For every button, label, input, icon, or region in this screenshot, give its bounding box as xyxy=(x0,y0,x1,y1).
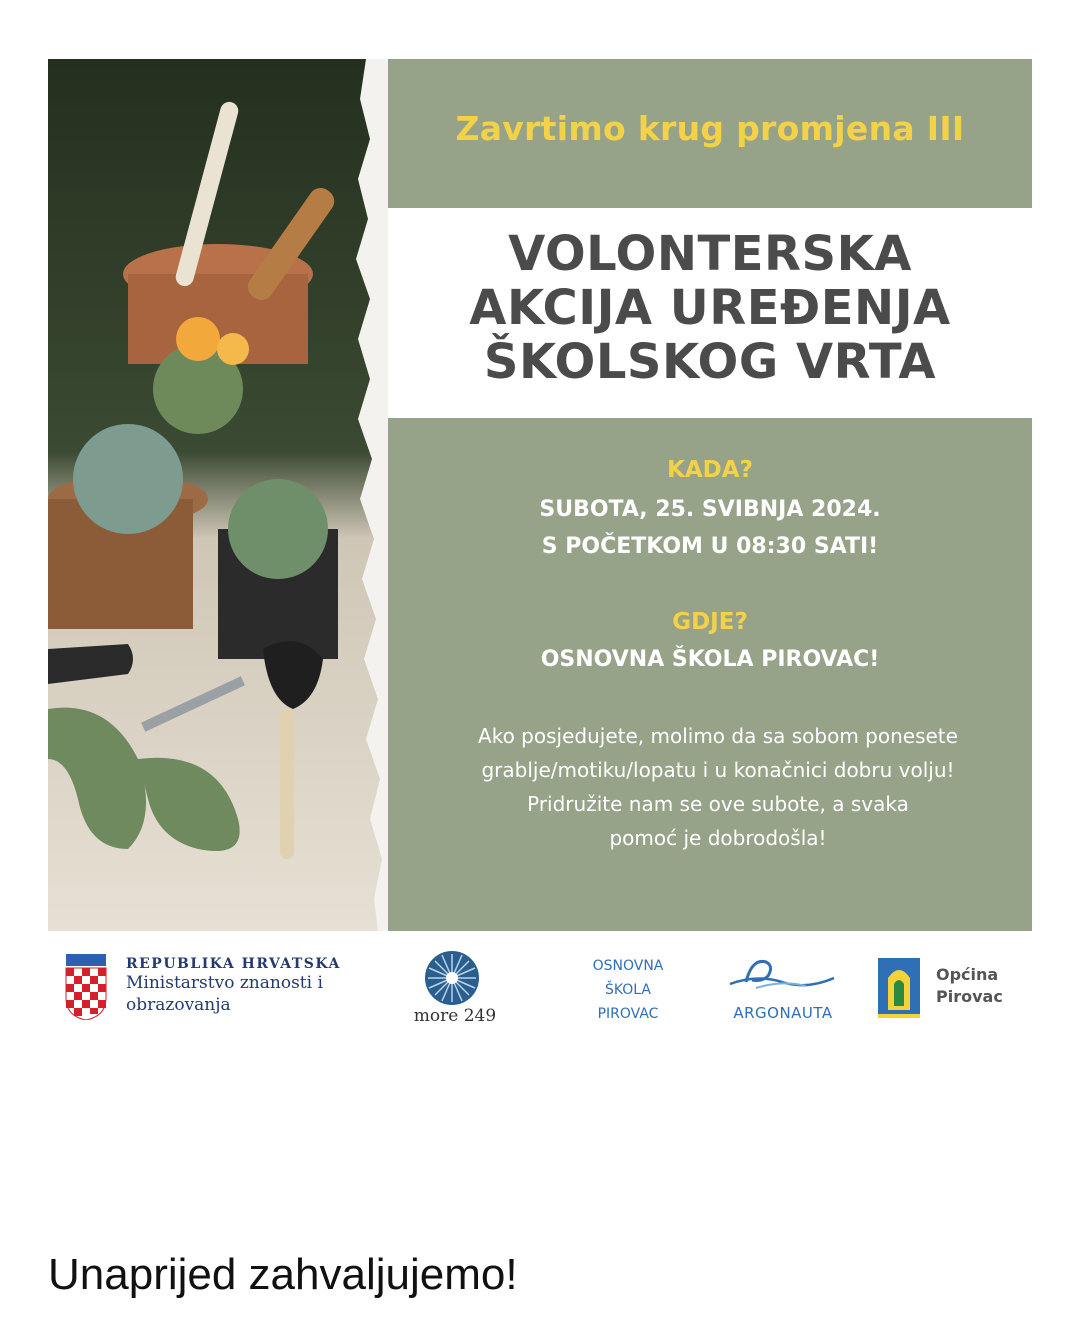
sponsor-logos xyxy=(48,950,1032,1040)
more249-label: more 249 xyxy=(413,1006,497,1026)
note-line: Ako posjedujete, molimo da sa sobom ponesete xyxy=(478,724,958,748)
argonaut-wave-icon xyxy=(726,952,838,996)
campaign-subtitle: Zavrtimo krug promjena III xyxy=(455,109,965,148)
title-line: ŠKOLSKOG VRTA xyxy=(483,334,937,390)
thanks-message: Unaprijed zahvaljujemo! xyxy=(48,1250,518,1299)
school-line: PIROVAC xyxy=(597,1006,659,1022)
when-line: S POČETKOM U 08:30 SATI! xyxy=(541,534,879,559)
event-poster xyxy=(48,59,1032,931)
opcina-line: Pirovac xyxy=(936,987,1003,1006)
title-line: AKCIJA UREĐENJA xyxy=(469,280,951,336)
ministry-line: obrazovanja xyxy=(126,995,231,1015)
where-section xyxy=(388,609,1032,678)
opcina-line: Općina xyxy=(936,965,999,984)
when-label: KADA? xyxy=(667,457,753,483)
school-logo-text xyxy=(578,954,678,1026)
event-title xyxy=(388,227,1032,389)
ministry-line: REPUBLIKA HRVATSKA xyxy=(126,956,341,972)
title-line: VOLONTERSKA xyxy=(508,226,912,282)
note-line: pomoć je dobrodošla! xyxy=(609,826,827,850)
when-line: SUBOTA, 25. SVIBNJA 2024. xyxy=(539,497,881,522)
volunteer-note xyxy=(408,719,1028,855)
note-line: Pridružite nam se ove subote, a svaka xyxy=(527,792,909,816)
opcina-logo-text xyxy=(936,964,1003,1008)
croatian-coat-of-arms-icon xyxy=(62,954,110,1024)
argonauta-label: ARGONAUTA xyxy=(733,1004,833,1022)
when-section xyxy=(388,457,1032,565)
when-value xyxy=(388,491,1032,565)
school-line: OSNOVNA xyxy=(592,958,664,974)
where-value: OSNOVNA ŠKOLA PIROVAC! xyxy=(540,647,880,672)
note-line: grablje/motiku/lopatu i u konačnici dobru volju! xyxy=(481,758,955,782)
where-label: GDJE? xyxy=(672,609,748,635)
pirovac-coat-of-arms-icon xyxy=(876,956,922,1024)
ministry-line: Ministarstvo znanosti i xyxy=(126,973,323,993)
garden-photo xyxy=(48,59,388,931)
sea-urchin-icon xyxy=(422,950,482,1010)
school-line: ŠKOLA xyxy=(604,982,652,998)
ministry-logo-text xyxy=(126,956,341,1016)
